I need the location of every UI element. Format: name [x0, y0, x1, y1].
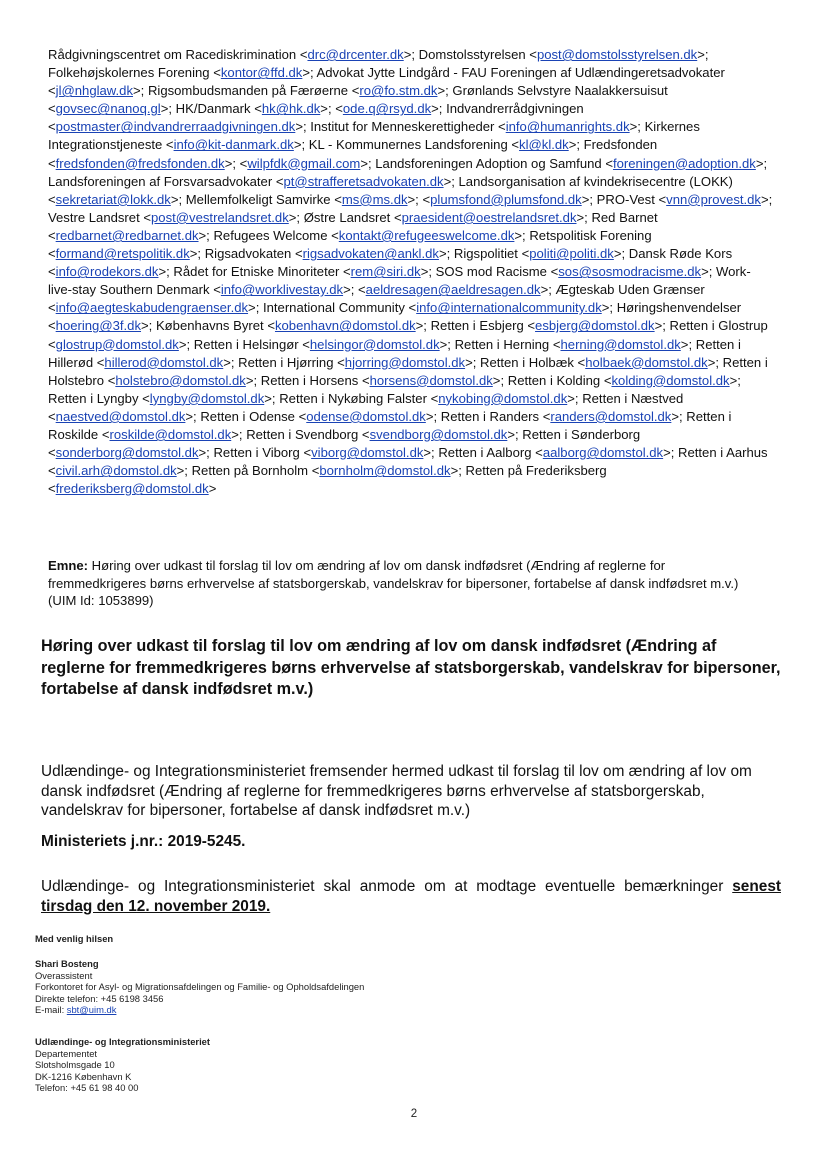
recipient-email-link[interactable]: post@vestrelandsret.dk [151, 209, 289, 225]
recipient-item: Rigsombudsmanden på Færøerne <ro@fo.stm.dk>; [147, 83, 453, 99]
deadline-text: senest tirsdag den 12. november 2019. [41, 878, 781, 915]
recipient-email-link[interactable]: hjorring@domstol.dk [344, 354, 466, 370]
recipient-email-link[interactable]: viborg@domstol.dk [311, 445, 424, 461]
recipient-item: KL - Kommunernes Landsforening <kl@kl.dk>; [308, 137, 584, 153]
ministry-city: DK-1216 København K [35, 1070, 132, 1082]
recipient-email-link[interactable]: holbaek@domstol.dk [585, 354, 708, 370]
recipient-name: Retten i Holstebro [48, 354, 768, 388]
signer-email-link[interactable]: sbt@uim.dk [66, 1004, 117, 1016]
recipient-name: Retten i Esbjerg [430, 318, 528, 334]
recipient-name: Ægteskab Uden Grænser [555, 282, 705, 298]
recipient-email-link[interactable]: postmaster@indvandrerraadgivningen.dk [55, 119, 296, 135]
recipient-name: Retten i Lyngby [48, 390, 143, 406]
recipient-email-link[interactable]: herning@domstol.dk [560, 336, 681, 352]
recipient-email-link[interactable]: bornholm@domstol.dk [319, 463, 451, 479]
recipient-item: Landsforeningen af Forsvarsadvokater <pt@strafferetsadvokaten.dk>; [48, 173, 459, 189]
recipient-name: Retten i Kolding [507, 372, 604, 388]
recipient-email-link[interactable]: kontakt@refugeeswelcome.dk [338, 227, 515, 243]
recipient-name: Folkehøjskolernes Forening [48, 65, 214, 81]
ministry-name: Udlændinge- og Integrationsministeriet [35, 1036, 211, 1047]
recipient-email-link[interactable]: civil.arh@domstol.dk [55, 463, 177, 479]
signer-department: Forkontoret for Asyl- og Migrationsafdelingen og Familie- og Opholdsafdelingen [35, 981, 365, 993]
recipient-name: Retten i Aarhus [678, 445, 768, 461]
recipient-name: Refugees Welcome [213, 227, 332, 243]
recipient-name: Retten i Aalborg [438, 445, 536, 461]
recipient-name: Retten i Herning [454, 336, 553, 352]
recipient-item: Vestre Landsret <post@vestrelandsret.dk>; [48, 209, 304, 225]
recipient-email-link[interactable]: foreningen@adoption.dk [612, 155, 756, 171]
recipient-list [48, 46, 773, 498]
recipient-name: Kirkernes Integrationstjeneste [48, 119, 700, 153]
recipient-item: Retten i Holstebro <holstebro@domstol.dk>; [48, 354, 768, 388]
ministry-department: Departementet [35, 1047, 98, 1059]
recipient-email-link[interactable]: sos@sosmodracisme.dk [558, 264, 702, 280]
recipient-name: Institut for Menneskerettigheder [310, 119, 499, 135]
recipient-item: Indvandrerrådgivningen <postmaster@indvandrerraadgivningen.dk>; [48, 101, 584, 135]
recipient-email-link[interactable]: kobenhavn@domstol.dk [274, 318, 416, 334]
recipient-name: Retten i Sønderborg [522, 426, 641, 442]
recipient-name: Rigsombudsmanden på Færøerne [147, 83, 352, 99]
recipient-item: Red Barnet <redbarnet@redbarnet.dk>; [48, 209, 658, 243]
recipient-name: Høringshenvendelser [616, 300, 742, 316]
recipient-item: Retten i Hillerød <hillerod@domstol.dk>; [48, 336, 741, 370]
recipient-email-link[interactable]: ode.q@rsyd.dk [342, 101, 432, 117]
recipient-email-link[interactable]: lyngby@domstol.dk [149, 390, 265, 406]
recipient-item: Advokat Jytte Lindgård - FAU Foreningen af Udlændingeretsadvokater <jl@nhglaw.dk>; [48, 65, 725, 99]
recipient-item: Retten i Horsens <horsens@domstol.dk>; [260, 372, 508, 388]
recipient-email-link[interactable]: hoering@3f.dk [55, 318, 142, 334]
recipient-email-link[interactable]: aeldresagen@aeldresagen.dk [365, 282, 541, 298]
recipient-email-link[interactable]: plumsfond@plumsfond.dk [430, 191, 582, 207]
recipient-item: Retten i Aalborg <aalborg@domstol.dk>; [438, 445, 679, 461]
recipient-name: Landsforeningen af Forsvarsadvokater [48, 173, 276, 189]
subject-text: Høring over udkast til forslag til lov om ændring af lov om dansk indfødsret (Ændring af reglerne for fremmedkrigeres børns erhvervelse af statsborgerskab, vandelskrav for bipersoner, fortabelse af dansk indfødsret m.v.) (UIM Id: 1053899) [48, 558, 739, 609]
recipient-item: Rigsadvokaten <rigsadvokaten@ankl.dk>; [204, 246, 454, 262]
recipient-name: Retten i Næstved [582, 390, 684, 406]
recipient-item: Landsforeningen Adoption og Samfund <foreningen@adoption.dk>; [375, 155, 768, 171]
recipient-item: Retten på Frederiksberg <frederiksberg@domstol.dk> [48, 463, 607, 497]
page-number: 2 [410, 1108, 418, 1120]
recipient-name: Retten på Bornholm [191, 463, 312, 479]
recipient-name: PRO-Vest [596, 191, 659, 207]
ministry-phone: Telefon: +45 61 98 40 00 [35, 1082, 139, 1094]
recipient-name: Retten i Svendborg [246, 426, 362, 442]
recipient-email-link[interactable]: hillerod@domstol.dk [104, 354, 224, 370]
recipient-email-link[interactable]: info@humanrights.dk [505, 119, 630, 135]
recipient-email-link[interactable]: holstebro@domstol.dk [115, 372, 246, 388]
recipient-item: Retten i Kolding <kolding@domstol.dk>; [507, 372, 741, 388]
recipient-email-link[interactable]: kolding@domstol.dk [611, 372, 730, 388]
intro-paragraph: Udlændinge- og Integrationsministeriet fremsender hermed udkast til forslag til lov om ændring af lov om dansk indfødsret (Ændring af reglerne for fremmedkrigeres børns erhvervelse af statsborgerskab, vandelskrav for bipersoner, fortabelse af dansk indfødsret m.v.) [41, 763, 752, 819]
recipient-item: Retten i Aarhus <civil.arh@domstol.dk>; [48, 445, 768, 479]
recipient-email-link[interactable]: wilpfdk@gmail.com [247, 155, 361, 171]
recipient-email-link[interactable]: roskilde@domstol.dk [109, 426, 232, 442]
recipient-email-link[interactable]: sekretariat@lokk.dk [55, 191, 171, 207]
recipient-item: HK/Danmark <hk@hk.dk>; [175, 101, 336, 117]
recipient-email-link[interactable]: rem@siri.dk [350, 264, 421, 280]
recipient-item: Grønlands Selvstyre Naalakkersuisut <govsec@nanoq.gl>; [48, 83, 668, 117]
recipient-name: Rådgivningscentret om Racediskrimination [48, 47, 300, 62]
recipient-email-link[interactable]: frederiksberg@domstol.dk [55, 481, 209, 497]
recipient-item: Retten i Herning <herning@domstol.dk>; [454, 336, 696, 352]
recipient-email-link[interactable]: sonderborg@domstol.dk [55, 445, 199, 461]
recipient-email-link[interactable]: nykobing@domstol.dk [438, 390, 568, 406]
recipient-email-link[interactable]: govsec@nanoq.gl [55, 101, 161, 117]
recipient-item: <plumsfond@plumsfond.dk>; [422, 191, 597, 207]
recipient-email-link[interactable]: rigsadvokaten@ankl.dk [302, 246, 439, 262]
recipient-item: Retten på Bornholm <bornholm@domstol.dk>; [191, 463, 466, 479]
recipient-name: Mellemfolkeligt Samvirke [185, 191, 335, 207]
recipient-email-link[interactable]: randers@domstol.dk [550, 408, 672, 424]
recipient-email-link[interactable]: redbarnet@redbarnet.dk [55, 227, 199, 243]
recipient-name: Retten i Hjørring [238, 354, 338, 370]
recipient-email-link[interactable]: esbjerg@domstol.dk [535, 318, 655, 334]
signer-role: Overassistent [35, 969, 93, 981]
recipient-item: Refugees Welcome <kontakt@refugeeswelcome.dk>; [213, 227, 530, 243]
recipient-name: Fredsfonden [583, 137, 658, 153]
recipient-item: Rigspolitiet <politi@politi.dk>; [453, 246, 629, 262]
recipient-item: Retten i Esbjerg <esbjerg@domstol.dk>; [430, 318, 670, 334]
recipient-name: Østre Landsret [303, 209, 394, 225]
recipient-item: Retspolitisk Forening <formand@retspolitik.dk>; [48, 227, 652, 262]
request-text: Udlændinge- og Integrationsministeriet skal anmode om at modtage eventuelle bemærkninger [41, 878, 733, 895]
recipient-name: International Community [262, 300, 409, 316]
recipient-item: Mellemfolkeligt Samvirke <ms@ms.dk>; [185, 191, 423, 207]
recipient-item: Retten i Svendborg <svendborg@domstol.dk>; [246, 426, 523, 442]
recipient-email-link[interactable]: hk@hk.dk [261, 101, 321, 117]
recipient-email-link[interactable]: jl@nhglaw.dk [55, 83, 134, 99]
recipient-email-link[interactable]: ms@ms.dk [341, 191, 408, 207]
signer-email-line [35, 1004, 364, 1016]
recipient-item: SOS mod Racisme <sos@sosmodracisme.dk>; [435, 264, 717, 280]
recipient-item: Østre Landsret <praesident@oestrelandsret.dk>; [303, 209, 592, 225]
recipient-email-link[interactable]: horsens@domstol.dk [369, 372, 493, 388]
recipient-name: Retten i Holbæk [480, 354, 578, 370]
recipient-name: Rigspolitiet [453, 246, 522, 262]
recipient-name: Retten i Glostrup [669, 318, 768, 334]
recipient-email-link[interactable]: glostrup@domstol.dk [55, 336, 179, 352]
ministry-block [35, 1036, 210, 1094]
ministry-street: Slotsholmsgade 10 [35, 1059, 115, 1071]
recipient-email-link[interactable]: info@aegteskabudengraenser.dk [55, 300, 249, 316]
recipient-item: Folkehøjskolernes Forening <kontor@ffd.dk>; [48, 65, 317, 81]
recipient-item: Københavns Byret <kobenhavn@domstol.dk>; [155, 318, 431, 334]
recipient-item: Retten i Roskilde <roskilde@domstol.dk>; [48, 408, 732, 442]
recipient-name: Retten i Hillerød [48, 336, 741, 370]
subject-line [48, 557, 760, 610]
recipient-email-link[interactable]: kl@kl.dk [519, 137, 569, 153]
recipient-email-link[interactable]: post@domstolsstyrelsen.dk [536, 47, 698, 62]
recipient-name: Domstolsstyrelsen [418, 47, 530, 62]
recipient-name: Advokat Jytte Lindgård - FAU Foreningen af Udlændingeretsadvokater [316, 65, 725, 81]
recipient-email-link[interactable]: drc@drcenter.dk [307, 47, 404, 62]
recipient-email-link[interactable]: fredsfonden@fredsfonden.dk [55, 155, 225, 171]
recipient-email-link[interactable]: naestved@domstol.dk [55, 408, 186, 424]
recipient-email-link[interactable]: praesident@oestrelandsret.dk [401, 209, 577, 225]
recipient-email-link[interactable]: odense@domstol.dk [306, 408, 426, 424]
recipient-item: <aeldresagen@aeldresagen.dk>; [358, 282, 556, 298]
recipient-item: Retten i Helsingør <helsingor@domstol.dk>; [193, 336, 455, 352]
recipient-item: Retten i Nykøbing Falster <nykobing@domstol.dk>; [279, 390, 583, 406]
recipient-name: KL - Kommunernes Landsforening [308, 137, 512, 153]
recipient-email-link[interactable]: formand@retspolitik.dk [55, 246, 190, 262]
recipient-name: Retspolitisk Forening [529, 227, 652, 243]
recipient-name: Retten i Horsens [260, 372, 362, 388]
recipient-email-link[interactable]: kontor@ffd.dk [220, 65, 303, 81]
recipient-name: Indvandrerrådgivningen [446, 101, 584, 117]
recipient-item: Ægteskab Uden Grænser <info@aegteskabudengraenser.dk>; [48, 282, 705, 316]
recipient-item: Retten i Lyngby <lyngby@domstol.dk>; [48, 390, 280, 406]
recipient-email-link[interactable]: vnn@provest.dk [666, 191, 761, 207]
recipient-email-link[interactable]: aalborg@domstol.dk [542, 445, 664, 461]
recipient-name: Retten i Randers [440, 408, 543, 424]
recipient-item: Fredsfonden <fredsfonden@fredsfonden.dk>; [48, 137, 658, 171]
recipient-item: Retten i Næstved <naestved@domstol.dk>; [48, 390, 684, 424]
recipient-name: Retten i Helsingør [193, 336, 303, 352]
recipient-email-link[interactable]: politi@politi.dk [529, 246, 614, 262]
recipient-name: Retten i Nykøbing Falster [279, 390, 431, 406]
recipient-item: Retten i Randers <randers@domstol.dk>; [440, 408, 687, 424]
recipient-name: Dansk Røde Kors [628, 246, 733, 262]
signer-block [35, 958, 364, 1016]
recipient-item: Work-live-stay Southern Denmark <info@worklivestay.dk>; [48, 264, 751, 298]
recipient-item: <wilpfdk@gmail.com>; [239, 155, 376, 171]
recipient-name: SOS mod Racisme [435, 264, 551, 280]
recipient-name: Landsforeningen Adoption og Samfund [375, 155, 606, 171]
recipient-item: Dansk Røde Kors <info@rodekors.dk>; [48, 246, 733, 280]
recipient-name: Københavns Byret [155, 318, 268, 334]
document-title: Høring over udkast til forslag til lov om ændring af lov om dansk indfødsret (Ændring af reglerne for fremmedkrigeres børns erhvervelse af statsborgerskab, vandelskrav for bipersoner, fortabelse af dansk indfødsret m.v.) [41, 637, 781, 698]
signer-phone: Direkte telefon: +45 6198 3456 [35, 992, 164, 1004]
recipient-item: Rådgivningscentret om Racediskrimination <drc@drcenter.dk>; [48, 47, 419, 62]
signer-name: Shari Bosteng [35, 958, 99, 969]
recipient-item: Domstolsstyrelsen <post@domstolsstyrelsen.dk>; [418, 47, 709, 62]
recipient-item: <ode.q@rsyd.dk>; [335, 101, 447, 117]
recipient-email-link[interactable]: svendborg@domstol.dk [369, 426, 508, 442]
closing-greeting: Med venlig hilsen [35, 933, 114, 944]
recipient-item: Retten i Holbæk <holbaek@domstol.dk>; [480, 354, 723, 370]
recipient-item: Institut for Menneskerettigheder <info@humanrights.dk>; [310, 119, 645, 135]
recipient-item: Retten i Odense <odense@domstol.dk>; [200, 408, 441, 424]
recipient-email-link[interactable]: ro@fo.stm.dk [359, 83, 438, 99]
recipient-email-link[interactable]: helsingor@domstol.dk [309, 336, 440, 352]
recipient-name: Retten i Viborg [213, 445, 304, 461]
recipient-item: Retten i Hjørring <hjorring@domstol.dk>; [238, 354, 481, 370]
recipient-name: Landsorganisation af kvindekrisecentre (LOKK) [458, 173, 733, 189]
subject-label: Emne: [48, 558, 89, 573]
recipient-item: Rådet for Etniske Minoriteter <rem@siri.dk>; [173, 264, 436, 280]
recipient-name: Retten på Frederiksberg [465, 463, 607, 479]
signer-email-label: E-mail: [35, 1004, 67, 1016]
recipient-name: Grønlands Selvstyre Naalakkersuisut [452, 83, 668, 99]
recipient-item: International Community <info@internationalcommunity.dk>; [262, 300, 617, 316]
recipient-email-link[interactable]: info@kit-danmark.dk [173, 137, 294, 153]
recipient-name: Retten i Roskilde [48, 408, 732, 442]
recipient-name: Red Barnet [591, 209, 658, 225]
recipient-name: Retten i Odense [200, 408, 299, 424]
recipient-item: Retten i Viborg <viborg@domstol.dk>; [213, 445, 439, 461]
recipient-email-link[interactable]: pt@strafferetsadvokaten.dk [283, 173, 444, 189]
recipient-email-link[interactable]: info@internationalcommunity.dk [416, 300, 602, 316]
recipient-email-link[interactable]: info@worklivestay.dk [220, 282, 344, 298]
recipient-name: HK/Danmark [175, 101, 255, 117]
recipient-name: Work-live-stay Southern Denmark [48, 264, 751, 298]
recipient-item: Retten i Sønderborg <sonderborg@domstol.dk>; [48, 426, 641, 461]
recipient-item: Retten i Glostrup <glostrup@domstol.dk>; [48, 318, 768, 352]
request-paragraph [41, 877, 781, 916]
recipient-item: PRO-Vest <vnn@provest.dk>; [596, 191, 773, 207]
recipient-item: Kirkernes Integrationstjeneste <info@kit-danmark.dk>; [48, 119, 700, 153]
recipient-name: Rigsadvokaten [204, 246, 295, 262]
recipient-item: Høringshenvendelser <hoering@3f.dk>; [48, 300, 742, 334]
recipient-name: Rådet for Etniske Minoriteter [173, 264, 343, 280]
journal-number: Ministeriets j.nr.: 2019-5245. [41, 833, 246, 850]
recipient-item: Landsorganisation af kvindekrisecentre (LOKK) <sekretariat@lokk.dk>; [48, 173, 733, 207]
recipient-name: Vestre Landsret [48, 209, 144, 225]
recipient-email-link[interactable]: info@rodekors.dk [55, 264, 159, 280]
